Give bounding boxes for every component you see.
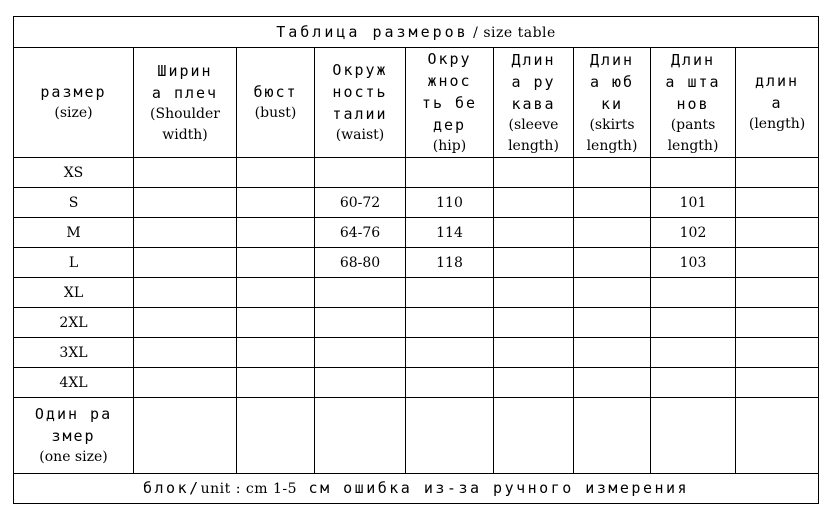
cell-hip [406, 338, 494, 368]
cell-bust [237, 338, 315, 368]
header-size [14, 48, 134, 158]
cell-size: 3XL [14, 338, 134, 368]
cell-empty [651, 398, 736, 474]
cell-length [736, 308, 819, 338]
header-label-ru: длин а [754, 72, 800, 112]
header-skirt [574, 48, 651, 158]
cell-length [736, 368, 819, 398]
header-bust [237, 48, 315, 158]
cell-skirt [574, 278, 651, 308]
cell-pants: 103 [651, 248, 736, 278]
title-ru: Таблица размеров [276, 22, 469, 41]
cell-waist [315, 278, 406, 308]
cell-waist [315, 308, 406, 338]
cell-empty [406, 398, 494, 474]
cell-shoulder [134, 368, 237, 398]
cell-bust [237, 308, 315, 338]
cell-sleeve [494, 278, 574, 308]
table-row [14, 338, 819, 368]
cell-sleeve [494, 248, 574, 278]
cell-size: XL [14, 278, 134, 308]
cell-skirt [574, 368, 651, 398]
header-length [736, 48, 819, 158]
table-row [14, 368, 819, 398]
cell-skirt [574, 218, 651, 248]
cell-shoulder [134, 218, 237, 248]
header-label-en: (hip) [432, 138, 467, 154]
cell-pants [651, 158, 736, 188]
cell-shoulder [134, 158, 237, 188]
one-size-ru: Один ра змер [34, 405, 113, 445]
cell-hip: 110 [406, 188, 494, 218]
cell-pants [651, 368, 736, 398]
header-label-en: (length) [748, 116, 806, 132]
table-row [14, 248, 819, 278]
header-hip [406, 48, 494, 158]
cell-bust [237, 158, 315, 188]
header-label-ru: Длин а ру кава [511, 50, 556, 113]
cell-shoulder [134, 338, 237, 368]
header-label-en: (bust) [254, 105, 297, 121]
header-label-ru: размер [40, 83, 107, 101]
cell-bust [237, 278, 315, 308]
header-label-ru: Окруж ность талии [332, 61, 388, 123]
header-label-en: (pants length) [667, 116, 719, 154]
cell-bust [237, 368, 315, 398]
cell-skirt [574, 308, 651, 338]
cell-length [736, 278, 819, 308]
cell-pants [651, 338, 736, 368]
cell-sleeve [494, 368, 574, 398]
footer-note: см ошибка из-за ручного измерения [297, 479, 690, 497]
cell-bust [237, 188, 315, 218]
header-label-ru: Ширин а плеч [151, 61, 219, 102]
table-row [14, 188, 819, 218]
cell-empty [574, 398, 651, 474]
cell-shoulder [134, 188, 237, 218]
header-label-en: (Shoulder width) [150, 105, 220, 143]
header-label-en: (skirts length) [586, 116, 638, 154]
header-waist [315, 48, 406, 158]
header-sleeve [494, 48, 574, 158]
table-footer [14, 474, 819, 504]
cell-waist [315, 368, 406, 398]
cell-shoulder [134, 308, 237, 338]
table-row [14, 278, 819, 308]
cell-pants [651, 308, 736, 338]
cell-sleeve [494, 338, 574, 368]
cell-pants: 102 [651, 218, 736, 248]
cell-size: S [14, 188, 134, 218]
cell-size: 4XL [14, 368, 134, 398]
cell-pants [651, 278, 736, 308]
cell-hip [406, 368, 494, 398]
table-row [14, 218, 819, 248]
cell-skirt [574, 248, 651, 278]
cell-hip [406, 308, 494, 338]
cell-pants: 101 [651, 188, 736, 218]
cell-skirt [574, 338, 651, 368]
cell-bust [237, 248, 315, 278]
cell-size: M [14, 218, 134, 248]
cell-hip: 114 [406, 218, 494, 248]
cell-shoulder [134, 248, 237, 278]
cell-waist: 60-72 [315, 188, 406, 218]
cell-length [736, 218, 819, 248]
footer-unit: unit : cm 1-5 [200, 481, 298, 497]
cell-length [736, 188, 819, 218]
header-label-en: (size) [54, 105, 93, 121]
cell-empty [237, 398, 315, 474]
cell-waist [315, 158, 406, 188]
cell-one-size [14, 398, 134, 474]
cell-waist [315, 338, 406, 368]
cell-skirt [574, 158, 651, 188]
size-table [13, 16, 819, 504]
title-en: / size table [473, 24, 556, 41]
header-pants [651, 48, 736, 158]
cell-empty [315, 398, 406, 474]
cell-shoulder [134, 278, 237, 308]
cell-empty [134, 398, 237, 474]
cell-empty [736, 398, 819, 474]
cell-skirt [574, 188, 651, 218]
header-label-en: (waist) [335, 127, 385, 143]
cell-sleeve [494, 218, 574, 248]
cell-size: L [14, 248, 134, 278]
cell-waist: 64-76 [315, 218, 406, 248]
one-size-en: (one size) [39, 449, 108, 465]
cell-hip [406, 278, 494, 308]
cell-hip [406, 158, 494, 188]
header-label-ru: Окру жнос ть бе дер [421, 50, 478, 134]
cell-sleeve [494, 308, 574, 338]
cell-bust [237, 218, 315, 248]
cell-sleeve [494, 188, 574, 218]
header-shoulder [134, 48, 237, 158]
header-label-ru: Длин а шта нов [665, 50, 721, 113]
cell-length [736, 248, 819, 278]
header-label-ru: Длин а юб ки [589, 50, 635, 113]
header-row [14, 48, 819, 158]
header-label-ru: бюст [253, 83, 298, 101]
cell-length [736, 338, 819, 368]
table-row [14, 308, 819, 338]
cell-hip: 118 [406, 248, 494, 278]
cell-empty [494, 398, 574, 474]
cell-length [736, 158, 819, 188]
header-label-en: (sleeve length) [508, 116, 559, 154]
table-row-one-size [14, 398, 819, 474]
cell-sleeve [494, 158, 574, 188]
footer-ru-unit: блок/ [142, 479, 201, 497]
cell-waist: 68-80 [315, 248, 406, 278]
cell-size: 2XL [14, 308, 134, 338]
table-row [14, 158, 819, 188]
cell-size: XS [14, 158, 134, 188]
table-title [14, 17, 819, 48]
